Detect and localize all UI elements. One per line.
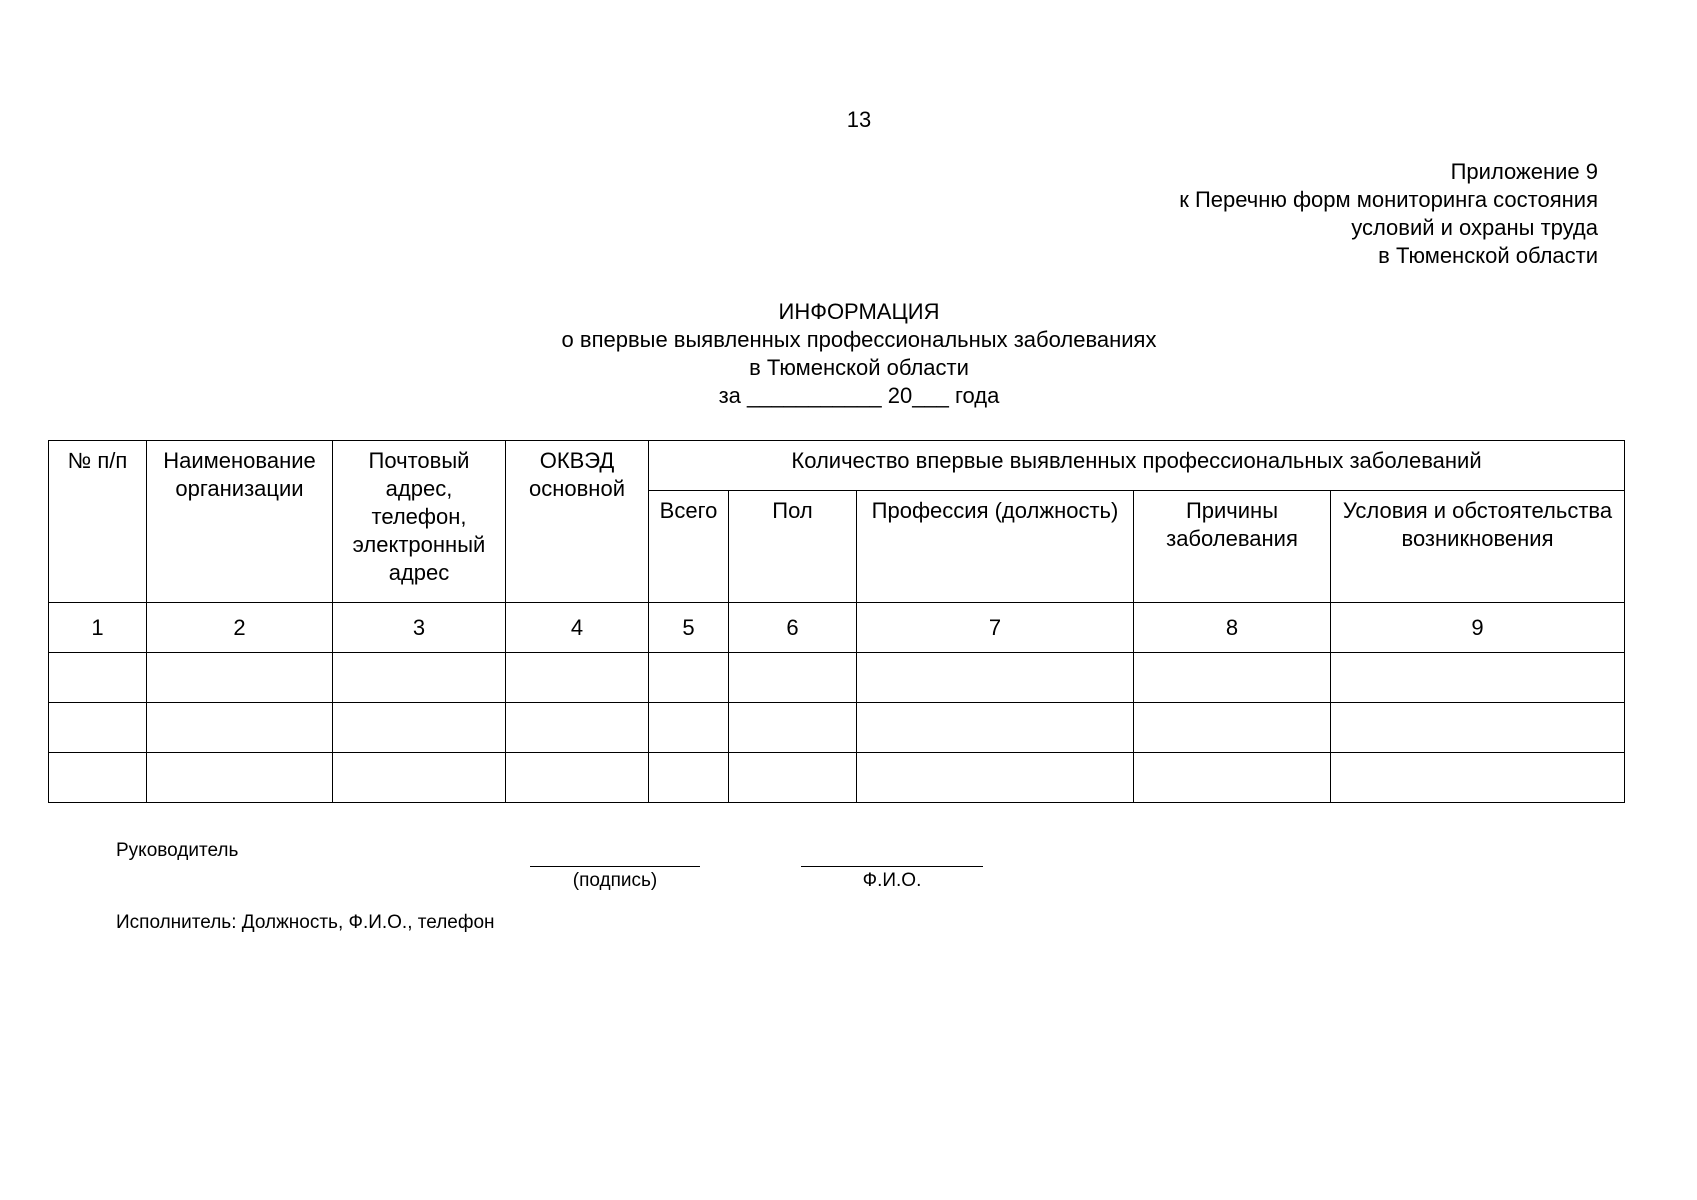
- table-cell: [649, 653, 729, 703]
- table-cell: [1134, 703, 1331, 753]
- column-number: 7: [857, 603, 1134, 653]
- table-cell: [49, 703, 147, 753]
- table-cell: [1134, 753, 1331, 803]
- appendix-line: к Перечню форм мониторинга состояния: [1179, 187, 1598, 212]
- table-cell: [1134, 653, 1331, 703]
- column-header: № п/п: [49, 441, 147, 603]
- column-header: Всего: [649, 491, 729, 603]
- column-number: 3: [333, 603, 506, 653]
- table-row: [49, 653, 1625, 703]
- column-header: Условия и обстоятельства возникновения: [1331, 491, 1625, 603]
- column-header: ОКВЭД основной: [506, 441, 649, 603]
- title-period: за ___________ 20___ года: [718, 383, 1000, 408]
- table-cell: [729, 753, 857, 803]
- table-cell: [729, 703, 857, 753]
- title-heading: ИНФОРМАЦИЯ: [778, 299, 940, 324]
- column-number: 2: [147, 603, 333, 653]
- appendix-line: в Тюменской области: [1378, 243, 1598, 268]
- table-cell: [1331, 753, 1625, 803]
- column-header: Профессия (должность): [857, 491, 1134, 603]
- column-header: Причины заболевания: [1134, 491, 1331, 603]
- appendix-line: условий и охраны труда: [1351, 215, 1598, 240]
- column-number: 5: [649, 603, 729, 653]
- name-caption: Ф.И.О.: [862, 870, 922, 891]
- appendix-line: Приложение 9: [1450, 159, 1598, 184]
- head-label: Руководитель: [116, 840, 239, 861]
- name-line: [801, 866, 983, 867]
- table-cell: [857, 653, 1134, 703]
- table-cell: [147, 703, 333, 753]
- table-cell: [147, 653, 333, 703]
- table-cell: [1331, 703, 1625, 753]
- table-row: [49, 753, 1625, 803]
- table-cell: [1331, 653, 1625, 703]
- table-cell: [506, 753, 649, 803]
- group-header: Количество впервые выявленных профессиональных заболеваний: [649, 441, 1625, 491]
- title-line: в Тюменской области: [749, 355, 969, 380]
- appendix-reference: [1179, 158, 1598, 270]
- column-header: Наименование организации: [147, 441, 333, 603]
- table-cell: [333, 653, 506, 703]
- signature-caption: (подпись): [572, 870, 658, 891]
- title-line: о впервые выявленных профессиональных заболеваниях: [561, 327, 1157, 352]
- column-header: Пол: [729, 491, 857, 603]
- table-cell: [649, 703, 729, 753]
- table-cell: [506, 653, 649, 703]
- table-cell: [49, 653, 147, 703]
- table-cell: [857, 753, 1134, 803]
- column-header: Почтовый адрес, телефон, электронный адрес: [333, 441, 506, 603]
- table-cell: [506, 703, 649, 753]
- column-number: 1: [49, 603, 147, 653]
- form-table: [48, 440, 1625, 803]
- column-number: 6: [729, 603, 857, 653]
- table-row: [49, 703, 1625, 753]
- column-number: 8: [1134, 603, 1331, 653]
- table-cell: [49, 753, 147, 803]
- table-cell: [649, 753, 729, 803]
- signature-line: [530, 866, 700, 867]
- column-number: 9: [1331, 603, 1625, 653]
- column-number: 4: [506, 603, 649, 653]
- table-cell: [147, 753, 333, 803]
- page-number: 13: [846, 107, 872, 132]
- table-cell: [333, 703, 506, 753]
- column-number-row: [49, 603, 1625, 653]
- table-cell: [857, 703, 1134, 753]
- table-cell: [729, 653, 857, 703]
- document-title: [0, 298, 1697, 410]
- executor-line: Исполнитель: Должность, Ф.И.О., телефон: [116, 912, 495, 933]
- table-cell: [333, 753, 506, 803]
